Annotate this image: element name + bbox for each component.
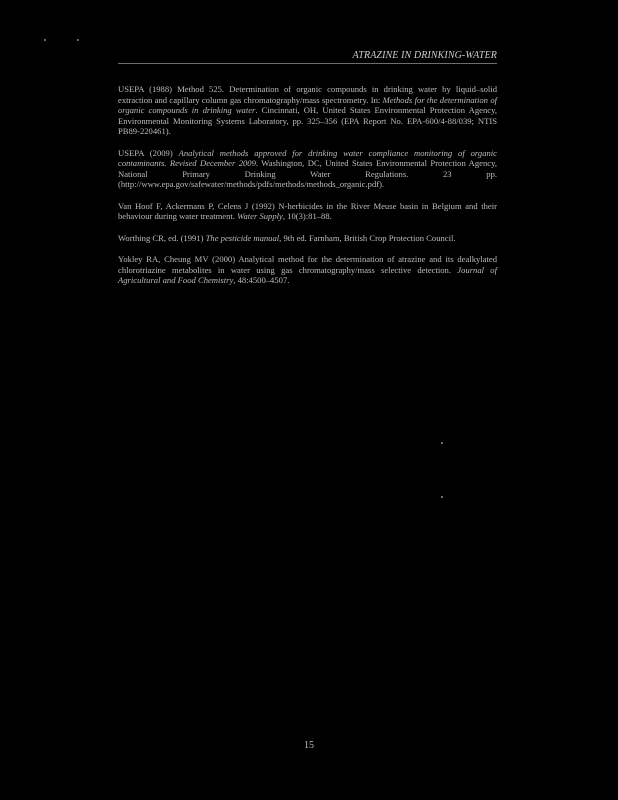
reference-text: . Cincinnati, OH, United States Environmental Protection Agency, Environmental Monitoring Systems Laboratory, pp. 325–356 (EPA Report No. EPA-600/4-88/039; NTIS PB89-220461). — [118, 105, 497, 136]
reference-text: , 48:4500–4507. — [233, 275, 290, 285]
reference-text: , 10(3):81–88. — [282, 211, 332, 221]
reference-title: The pesticide manual — [205, 232, 280, 243]
reference-worthing-1991 — [118, 233, 497, 244]
reference-yokley-2000 — [118, 254, 497, 286]
reference-van-hoof-1992 — [118, 201, 497, 222]
reference-text: Worthing CR, ed. (1991) — [118, 232, 206, 243]
reference-text: Van Hoof F, Ackermans P, Celens J (1992) N-herbicides in the River Meuse basin in Belgium and their behaviour during water treatment. — [118, 200, 497, 221]
reference-text: Yokley RA, Cheung MV (2000) Analytical method for the determination of atrazine and its dealkylated chlorotriazine metabolites in water using gas chromatography/mass selective detection. — [118, 254, 497, 275]
reference-text: USEPA (1988) Method 525. Determination of organic compounds in drinking water by liquid–solid extraction and capillary column gas chromatography/mass spectrometry. In: — [118, 84, 497, 105]
header-rule — [118, 63, 497, 64]
running-header: ATRAZINE IN DRINKING-WATER — [352, 50, 497, 61]
reference-usepa-1988 — [118, 84, 497, 137]
scan-speck — [77, 39, 79, 41]
reference-text: , 9th ed. Farnham, British Crop Protection Council. — [279, 232, 456, 243]
reference-title: Journal of Agricultural and Food Chemistry — [118, 264, 497, 285]
reference-text: USEPA (2009) — [118, 147, 179, 158]
reference-title: Analytical methods approved for drinking water compliance monitoring of organic contaminants. Revised December 2009 — [118, 147, 497, 168]
reference-text: . Washington, DC, United States Environmental Protection Agency, National Primary Drinking Water Regulations. 23 pp. (http://www.epa.gov/safewater/methods/pdfs/methods/methods_organic.pdf). — [118, 158, 497, 189]
scan-speck — [441, 442, 443, 444]
scan-speck — [441, 496, 443, 498]
reference-title: Water Supply — [237, 211, 283, 221]
scan-speck — [44, 39, 46, 41]
reference-title: Methods for the determination of organic compounds in drinking water — [118, 94, 498, 115]
page-number: 15 — [304, 740, 314, 751]
reference-list — [118, 84, 497, 297]
reference-usepa-2009 — [118, 148, 497, 190]
